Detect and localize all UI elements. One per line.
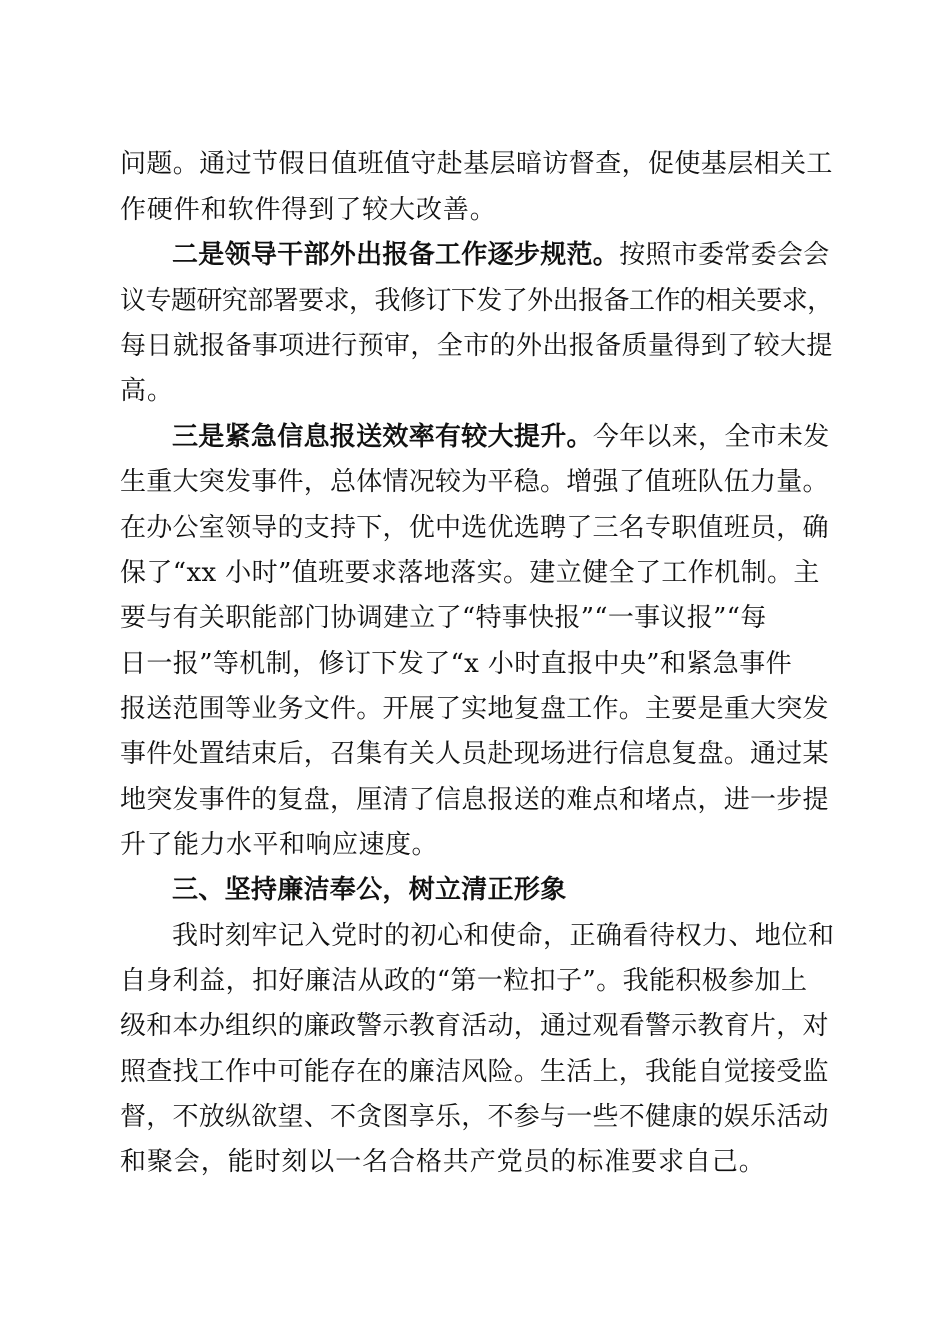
- paragraph-line: 生重大突发事件，总体情况较为平稳。增强了值班队伍力量。: [120, 467, 829, 497]
- paragraph-line: 地突发事件的复盘，厘清了信息报送的难点和堵点，进一步提: [120, 785, 829, 815]
- paragraph-lead-phrase: 三是紧急信息报送效率有较大提升。: [172, 422, 593, 452]
- paragraph-line: 升了能力水平和响应速度。: [120, 830, 439, 860]
- paragraph-line: 事件处置结束后，召集有关人员赴现场进行信息复盘。通过某: [120, 739, 829, 769]
- paragraph-line: 每日就报备事项进行预审，全市的外出报备质量得到了较大提: [120, 331, 833, 361]
- paragraph-line: 督，不放纵欲望、不贪图享乐，不参与一些不健康的娱乐活动: [120, 1102, 829, 1132]
- paragraph-lead-phrase: 二是领导干部外出报备工作逐步规范。: [172, 240, 620, 270]
- paragraph-line: 问题。通过节假日值班值守赴基层暗访督查，促使基层相关工: [120, 149, 833, 179]
- paragraph-line: 要与有关职能部门协调建立了“特事快报”“一事议报”“每: [120, 603, 767, 633]
- paragraph-line: 报送范围等业务文件。开展了实地复盘工作。主要是重大突发: [120, 694, 829, 724]
- paragraph-line: 作硬件和软件得到了较大改善。: [120, 195, 497, 225]
- paragraph-line: 日一报”等机制，修订下发了“x 小时直报中央”和紧急事件: [120, 649, 793, 679]
- paragraph-line: 自身利益，扣好廉洁从政的“第一粒扣子”。我能积极参加上: [120, 966, 808, 996]
- paragraph-text: 按照市委常委会会: [619, 240, 830, 270]
- paragraph-line: 在办公室领导的支持下，优中选优选聘了三名专职值班员，确: [120, 513, 829, 543]
- paragraph-line: 照查找工作中可能存在的廉洁风险。生活上，我能自觉接受监: [120, 1057, 829, 1087]
- paragraph-line: 级和本办组织的廉政警示教育活动，通过观看警示教育片，对: [120, 1011, 829, 1041]
- paragraph-line: 议专题研究部署要求，我修订下发了外出报备工作的相关要求，: [120, 286, 833, 316]
- paragraph-text: 今年以来，全市未发: [592, 422, 830, 452]
- section-heading: 三、坚持廉洁奉公，树立清正形象: [172, 875, 567, 905]
- paragraph-line: 高。: [120, 376, 174, 406]
- paragraph-line: 和聚会，能时刻以一名合格共产党员的标准要求自己。: [120, 1147, 766, 1177]
- paragraph-line: [172, 237, 830, 273]
- paragraph-line: [172, 419, 830, 455]
- paragraph-line: 保了“xx 小时”值班要求落地落实。建立健全了工作机制。主: [120, 558, 820, 588]
- paragraph-line: 我时刻牢记入党时的初心和使命，正确看待权力、地位和: [172, 921, 835, 951]
